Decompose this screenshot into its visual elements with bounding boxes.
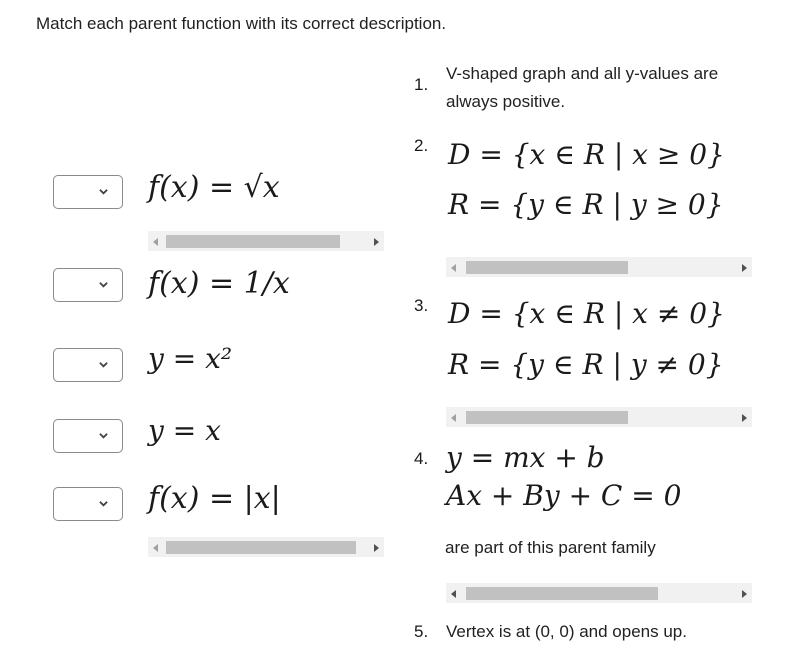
description-1-line1: V-shaped graph and all y-values are bbox=[446, 64, 719, 83]
function-absolute: f(x) = |x| bbox=[148, 481, 281, 516]
match-dropdown-4[interactable] bbox=[53, 419, 123, 453]
chevron-down-icon bbox=[99, 187, 108, 196]
function-reciprocal: f(x) = 1/x bbox=[148, 266, 290, 301]
description-number-4: 4. bbox=[414, 449, 429, 468]
description-4-line2: Ax + By + C = 0 bbox=[446, 479, 682, 512]
scrollbar-thumb[interactable] bbox=[166, 541, 356, 554]
scrollbar-absolute[interactable] bbox=[148, 537, 384, 557]
scrollbar-description-2[interactable] bbox=[446, 257, 752, 277]
function-quadratic: y = x² bbox=[148, 342, 233, 375]
match-dropdown-3[interactable] bbox=[53, 348, 123, 382]
scrollbar-thumb[interactable] bbox=[466, 587, 658, 600]
chevron-down-icon bbox=[99, 280, 108, 289]
scrollbar-thumb[interactable] bbox=[166, 235, 340, 248]
description-4-line1: y = mx + b bbox=[446, 441, 605, 474]
scrollbar-thumb[interactable] bbox=[466, 261, 628, 274]
instructions: Match each parent function with its correct description. bbox=[36, 14, 447, 33]
description-number-3: 3. bbox=[414, 296, 429, 315]
chevron-down-icon bbox=[99, 360, 108, 369]
chevron-down-icon bbox=[99, 431, 108, 440]
scroll-left-arrow-icon[interactable] bbox=[150, 541, 162, 553]
scroll-right-arrow-icon[interactable] bbox=[738, 411, 750, 423]
scroll-right-arrow-icon[interactable] bbox=[738, 587, 750, 599]
scrollbar-thumb[interactable] bbox=[466, 411, 628, 424]
scroll-left-arrow-icon[interactable] bbox=[448, 411, 460, 423]
description-2-domain: D = {x ∈ R | x ≥ 0} bbox=[448, 138, 725, 171]
match-dropdown-2[interactable] bbox=[53, 268, 123, 302]
scroll-right-arrow-icon[interactable] bbox=[738, 261, 750, 273]
scroll-left-arrow-icon[interactable] bbox=[150, 235, 162, 247]
description-2-range: R = {y ∈ R | y ≥ 0} bbox=[448, 188, 724, 221]
scrollbar-description-3[interactable] bbox=[446, 407, 752, 427]
scroll-right-arrow-icon[interactable] bbox=[370, 541, 382, 553]
description-number-2: 2. bbox=[414, 136, 429, 155]
description-3-domain: D = {x ∈ R | x ≠ 0} bbox=[448, 297, 725, 330]
match-dropdown-5[interactable] bbox=[53, 487, 123, 521]
chevron-down-icon bbox=[99, 499, 108, 508]
scrollbar-description-4[interactable] bbox=[446, 583, 752, 603]
scroll-left-arrow-icon[interactable] bbox=[448, 587, 460, 599]
scrollbar-sqrt[interactable] bbox=[148, 231, 384, 251]
function-linear: y = x bbox=[148, 414, 221, 447]
description-4-text: are part of this parent family bbox=[445, 538, 656, 557]
description-1-line2: always positive. bbox=[446, 92, 566, 111]
description-number-1: 1. bbox=[414, 75, 429, 94]
scroll-right-arrow-icon[interactable] bbox=[370, 235, 382, 247]
description-5-text: Vertex is at (0, 0) and opens up. bbox=[446, 622, 687, 641]
scroll-left-arrow-icon[interactable] bbox=[448, 261, 460, 273]
match-dropdown-1[interactable] bbox=[53, 175, 123, 209]
description-3-range: R = {y ∈ R | y ≠ 0} bbox=[448, 348, 724, 381]
description-number-5: 5. bbox=[414, 622, 429, 641]
function-sqrt: f(x) = √x bbox=[148, 170, 280, 205]
